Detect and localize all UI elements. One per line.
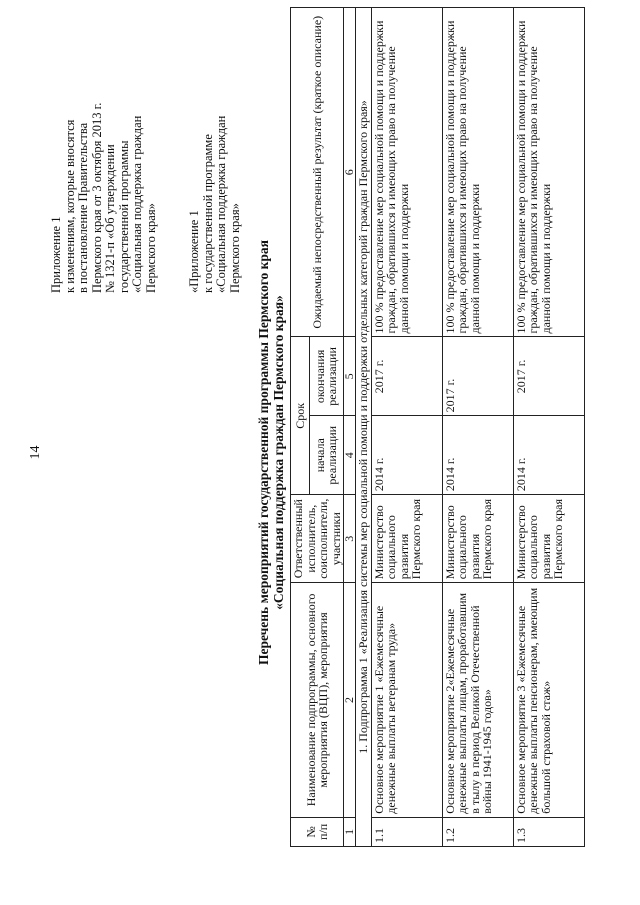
row-result: 100 % предоставление мер социальной помощи и поддержки граждан, обратившихся и имеющих право на получение данной помощи и поддержки <box>442 8 513 338</box>
appendix-line: Пермского края» <box>227 203 242 293</box>
appendix-line: «Социальная поддержка граждан <box>130 115 144 293</box>
header-result: Ожидаемый непосредственный результат (краткое описание) <box>291 8 344 338</box>
table-row <box>442 8 513 847</box>
appendix-line: № 1321-п «Об утверждении <box>103 144 117 293</box>
header-start: начала реализации <box>309 416 343 495</box>
appendix-line: Пермского края» <box>143 203 158 293</box>
document-title-line: «Социальная поддержка граждан Пермского края» <box>271 295 286 610</box>
appendix-line: «Социальная поддержка граждан <box>214 115 228 293</box>
header-num: № п/п <box>291 817 344 846</box>
row-responsible: Министерство социального развития Пермского края <box>442 495 513 583</box>
row-end: 2017 г. <box>371 337 442 416</box>
row-responsible: Министерство социального развития Пермского края <box>513 495 584 583</box>
row-name: Основное мероприятие 1 «Ежемесячные денежные выплаты ветеранам труда» <box>371 583 442 817</box>
appendix-line: «Приложение 1 <box>187 210 201 293</box>
table-header-row <box>291 8 310 847</box>
row-num: 1.1 <box>371 817 442 846</box>
row-name: Основное мероприятие 3 «Ежемесячные денежные выплаты пенсионерам, имеющим большой страховой стаж» <box>513 583 584 817</box>
row-num: 1.3 <box>513 817 584 846</box>
header-name: Наименование подпрограммы, основного мероприятия (ВЦП), мероприятия <box>291 583 344 817</box>
subprogram-row <box>356 8 372 847</box>
row-start: 2014 г. <box>513 416 584 495</box>
header-responsible: Ответственный исполнитель, соисполнители, участники <box>291 495 344 583</box>
row-start: 2014 г. <box>371 416 442 495</box>
appendix-line: Приложение 1 <box>49 216 63 293</box>
subprogram-title: 1. Подпрограмма 1 «Реализация системы мер социальной помощи и поддержки отдельных категорий граждан Пермского края» <box>356 8 372 847</box>
column-index: 6 <box>344 8 356 338</box>
column-index: 3 <box>344 495 356 583</box>
column-index: 2 <box>344 583 356 817</box>
measures-table <box>290 7 585 847</box>
row-end: 2017 г. <box>513 337 584 416</box>
header-end: окончания реализации <box>309 337 343 416</box>
appendix-line: в постановление Правительства <box>76 122 90 293</box>
appendix-line: к государственной программе <box>200 134 215 293</box>
row-result: 100 % предоставление мер социальной помощи и поддержки граждан, обратившихся и имеющих право на получение данной помощи и поддержки <box>513 8 584 338</box>
row-num: 1.2 <box>442 817 513 846</box>
column-index: 1 <box>344 817 356 846</box>
appendix-block <box>50 13 158 293</box>
header-term: Срок <box>291 337 310 495</box>
column-index: 5 <box>344 337 356 416</box>
table-row <box>371 8 442 847</box>
row-responsible: Министерство социального развития Пермского края <box>371 495 442 583</box>
appendix-block-2 <box>188 13 242 293</box>
document-title-line: Перечень мероприятий государственной программы Пермского края <box>256 240 271 665</box>
column-index: 4 <box>344 416 356 495</box>
row-start: 2014 г. <box>442 416 513 495</box>
document-title <box>256 0 286 905</box>
page-number: 14 <box>28 445 43 460</box>
row-name: Основное мероприятие 2«Ежемесячные денежные выплаты лицам, проработавшим в тылу в период Великой Отечественной войны 1941-1945 годов» <box>442 583 513 817</box>
row-end: 2017 г. <box>442 337 513 416</box>
table-row <box>513 8 584 847</box>
column-index-row <box>344 8 356 847</box>
appendix-line: государственной программы <box>116 140 131 293</box>
appendix-line: к изменениям, которые вносятся <box>62 119 77 293</box>
appendix-line: Пермского края от 3 октября 2013 г. <box>89 102 104 293</box>
row-result: 100 % предоставление мер социальной помощи и поддержки граждан, обратившихся и имеющих право на получение данной помощи и поддержки <box>371 8 442 338</box>
